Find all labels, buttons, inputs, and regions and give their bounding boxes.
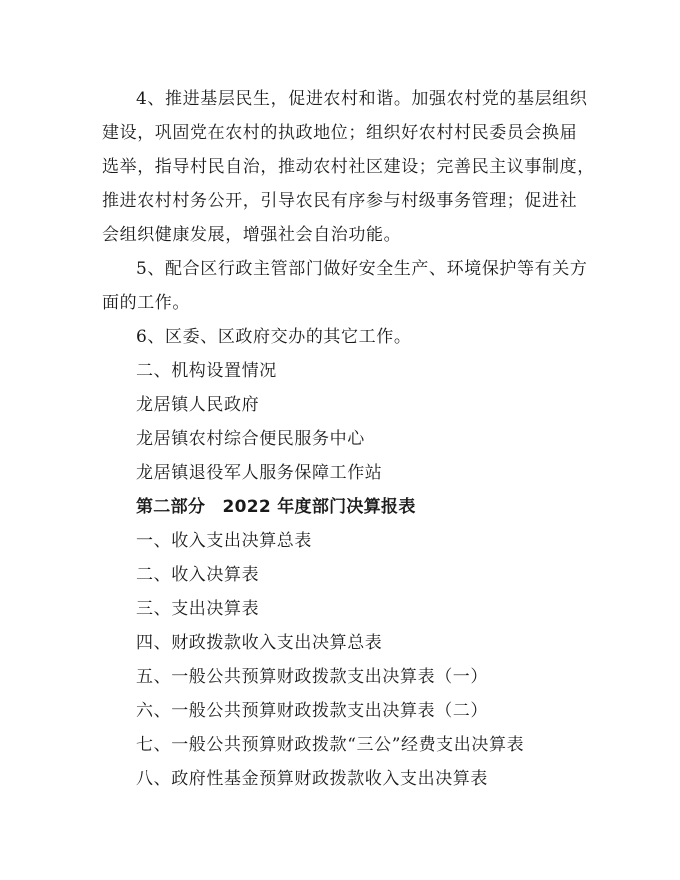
table-list-item: 五、一般公共预算财政拨款支出决算表（一）: [136, 667, 488, 687]
paragraph-item4-line: 推进农村村务公开，引导农民有序参与村级事务管理；促进社: [102, 191, 578, 211]
paragraph-item5-line: 5、配合区行政主管部门做好安全生产、环境保护等有关方: [136, 259, 588, 279]
unit-list-item: 龙居镇人民政府: [136, 395, 260, 415]
part-heading: 第二部分 2022 年度部门决算报表: [136, 497, 416, 517]
paragraph-item4-line: 选举，指导村民自治，推动农村社区建设；完善民主议事制度，: [102, 157, 595, 177]
table-list-item: 四、财政拨款收入支出决算总表: [136, 633, 383, 653]
unit-list-item: 龙居镇农村综合便民服务中心: [136, 429, 365, 449]
paragraph-item4-line: 建设，巩固党在农村的执政地位；组织好农村村民委员会换届: [102, 123, 578, 143]
unit-list-item: 龙居镇退役军人服务保障工作站: [136, 463, 383, 483]
paragraph-item4-line: 会组织健康发展，增强社会自治功能。: [102, 225, 402, 245]
section-heading-organization: 二、机构设置情况: [136, 361, 277, 381]
table-list-item: 二、收入决算表: [136, 565, 260, 585]
table-list-item: 一、收入支出决算总表: [136, 531, 312, 551]
paragraph-item5-line: 面的工作。: [102, 293, 190, 313]
table-list-item: 八、政府性基金预算财政拨款收入支出决算表: [136, 769, 488, 789]
table-list-item: 三、支出决算表: [136, 599, 260, 619]
paragraph-item6: 6、区委、区政府交办的其它工作。: [136, 327, 412, 347]
table-list-item: 六、一般公共预算财政拨款支出决算表（二）: [136, 701, 488, 721]
paragraph-item4-line: 4、推进基层民生，促进农村和谐。加强农村党的基层组织: [136, 89, 588, 109]
table-list-item: 七、一般公共预算财政拨款“三公”经费支出决算表: [136, 735, 525, 755]
